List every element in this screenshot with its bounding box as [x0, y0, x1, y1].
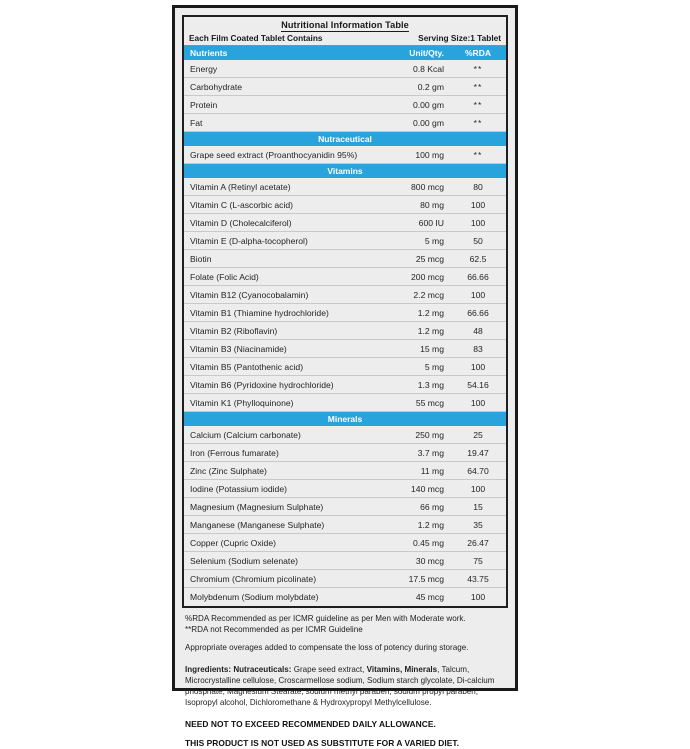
table-row [184, 146, 506, 164]
nutrient-rda: 26.47 [467, 537, 489, 548]
nutrient-name: Iron (Ferrous fumarate) [190, 447, 279, 458]
nutrient-rda: 62.5 [469, 253, 487, 264]
nutrient-rda: 64.70 [467, 465, 489, 476]
nutrient-quantity: 3.7 mg [417, 447, 444, 458]
nutrient-name: Magnesium (Magnesium Sulphate) [190, 501, 324, 512]
table-row [184, 426, 506, 444]
table-row [184, 394, 506, 412]
table-body [184, 60, 506, 606]
nutrient-name: Vitamin C (L-ascorbic acid) [190, 199, 293, 210]
nutrient-quantity: 140 mcg [411, 483, 444, 494]
table-row [184, 286, 506, 304]
nutrient-rda: 48 [473, 325, 483, 336]
nutrient-rda: 100 [470, 397, 486, 408]
nutrient-rda: 25 [473, 429, 483, 440]
column-header-unit-qty: Unit/Qty. [409, 48, 444, 58]
nutrient-name: Vitamin B12 (Cyanocobalamin) [190, 289, 309, 300]
nutraceuticals-label: Nutraceuticals: [233, 664, 292, 674]
table-row [184, 462, 506, 480]
table-row [184, 552, 506, 570]
nutrient-quantity: 1.2 mg [417, 519, 444, 530]
section-band-minerals [184, 412, 506, 426]
nutrient-name: Iodine (Potassium iodide) [190, 483, 287, 494]
serving-size-label: Serving Size:1 Tablet [418, 33, 501, 43]
nutrient-name: Copper (Cupric Oxide) [190, 537, 276, 548]
table-row [184, 232, 506, 250]
table-title [184, 17, 506, 32]
nutrient-name: Carbohydrate [190, 81, 243, 92]
nutrient-rda: 80 [473, 181, 483, 192]
nutrient-quantity: 15 mg [420, 343, 444, 354]
nutrient-name: Vitamin K1 (Phylloquinone) [190, 397, 294, 408]
section-band-label: Minerals [327, 414, 363, 424]
ingredients-rest: , Talcum, Microcrystalline cellulose, Croscarmellose sodium, Sodium starch glycolate, Di-calcium phosphate, Magnesium Stearate, sodium methyl paraben, sodium propyl paraben, Isopropyl alcohol, Dichloromethane & Hydroxypropyl Methylcellulose. [185, 664, 495, 707]
nutrient-name: Vitamin A (Retinyl acetate) [190, 181, 291, 192]
nutrient-rda: ** [473, 81, 483, 92]
nutrient-name: Calcium (Calcium carbonate) [190, 429, 301, 440]
nutrient-name: Vitamin B3 (Niacinamide) [190, 343, 287, 354]
nutrient-name: Manganese (Manganese Sulphate) [190, 519, 325, 530]
column-header-row [184, 46, 506, 60]
nutrient-rda: ** [473, 117, 483, 128]
nutrient-quantity: 5 mg [424, 235, 444, 246]
nutrient-rda: 100 [470, 199, 486, 210]
vitamins-minerals-label: Vitamins, Minerals [366, 664, 438, 674]
nutrient-quantity: 600 IU [418, 217, 444, 228]
nutrient-rda: 43.75 [467, 573, 489, 584]
table-row [184, 114, 506, 132]
table-row [184, 498, 506, 516]
column-header-nutrients: Nutrients [190, 48, 228, 58]
nutrient-quantity: 30 mcg [415, 555, 444, 566]
table-row [184, 570, 506, 588]
rda-note: %RDA Recommended as per ICMR guideline as per Men with Moderate work. [185, 614, 466, 623]
nutrient-rda: 35 [473, 519, 483, 530]
nutrient-rda: 100 [470, 592, 486, 602]
table-row [184, 588, 506, 606]
nutrient-rda: 66.66 [467, 271, 489, 282]
nutrient-name: Vitamin B2 (Riboflavin) [190, 325, 278, 336]
nutrient-name: Biotin [190, 253, 212, 264]
nutrient-rda: 100 [470, 483, 486, 494]
star-note: **RDA not Recommended as per ICMR Guideline [185, 624, 363, 634]
nutrient-rda: 19.47 [467, 447, 489, 458]
nutrient-quantity: 200 mcg [411, 271, 444, 282]
nutrient-quantity: 80 mg [420, 199, 444, 210]
table-subheader [184, 32, 506, 46]
serving-basis-label: Each Film Coated Tablet Contains [189, 33, 323, 43]
nutrient-quantity: 800 mcg [411, 181, 444, 192]
nutrient-name: Vitamin B1 (Thiamine hydrochloride) [190, 307, 329, 318]
warning-block [182, 708, 508, 749]
nutrition-label-panel [172, 5, 518, 749]
nutrient-name: Protein [190, 99, 218, 110]
nutrient-name: Vitamin E (D-alpha-tocopherol) [190, 235, 308, 246]
nutrient-quantity: 0.00 gm [412, 99, 444, 110]
table-row [184, 96, 506, 114]
nutrient-rda: 100 [470, 217, 486, 228]
section-band-vitamins [184, 164, 506, 178]
table-row [184, 196, 506, 214]
nutrient-rda: 100 [470, 289, 486, 300]
table-notes [182, 608, 508, 654]
table-row [184, 322, 506, 340]
nutrient-quantity: 5 mg [424, 361, 444, 372]
table-row [184, 534, 506, 552]
table-row [184, 250, 506, 268]
nutrient-quantity: 66 mg [420, 501, 444, 512]
nutrient-name: Fat [190, 117, 203, 128]
warning-line-1: NEED NOT TO EXCEED RECOMMENDED DAILY ALLOWANCE. [185, 718, 436, 729]
nutrient-rda: ** [473, 63, 483, 74]
nutrient-quantity: 0.8 Kcal [412, 63, 444, 74]
nutrient-name: Folate (Folic Acid) [190, 271, 259, 282]
table-row [184, 358, 506, 376]
nutrient-rda: 50 [473, 235, 483, 246]
nutrient-rda: 100 [470, 361, 486, 372]
nutrient-rda: 75 [473, 555, 483, 566]
nutrient-name: Chromium (Chromium picolinate) [190, 573, 317, 584]
column-header-rda: %RDA [465, 48, 491, 58]
table-row [184, 268, 506, 286]
section-band-label: Vitamins [327, 166, 363, 176]
nutrient-rda: 15 [473, 501, 483, 512]
nutrient-quantity: 1.2 mg [417, 325, 444, 336]
overage-note: Appropriate overages added to compensate the loss of potency during storage. [185, 643, 469, 653]
nutrient-quantity: 0.00 gm [412, 117, 444, 128]
nutrient-quantity: 25 mcg [415, 253, 444, 264]
nutrient-rda: 66.66 [467, 307, 489, 318]
table-row [184, 340, 506, 358]
nutrient-name: Energy [190, 63, 218, 74]
nutrient-name: Zinc (Zinc Sulphate) [190, 465, 267, 476]
nutrient-quantity: 250 mg [415, 429, 444, 440]
table-row [184, 214, 506, 232]
table-row [184, 516, 506, 534]
table-row [184, 376, 506, 394]
nutrient-rda: ** [473, 149, 483, 160]
table-row [184, 444, 506, 462]
warning-line-2: THIS PRODUCT IS NOT USED AS SUBSTITUTE FOR A VARIED DIET. [185, 738, 459, 749]
nutrient-quantity: 2.2 mcg [413, 289, 444, 300]
nutrient-quantity: 1.2 mg [417, 307, 444, 318]
nutrient-rda: 54.16 [467, 379, 489, 390]
table-row [184, 480, 506, 498]
nutrient-quantity: 0.2 gm [417, 81, 444, 92]
nutrient-name: Selenium (Sodium selenate) [190, 555, 298, 566]
nutrient-quantity: 100 mg [415, 149, 444, 160]
section-band-label: Nutraceutical [318, 134, 372, 144]
nutrient-rda: ** [473, 99, 483, 110]
nutrient-quantity: 55 mcg [415, 397, 444, 408]
nutrient-quantity: 0.45 mg [412, 537, 444, 548]
nutrient-name: Vitamin D (Cholecalciferol) [190, 217, 292, 228]
nutrient-name: Molybdenum (Sodium molybdate) [190, 592, 319, 602]
nutrient-name: Vitamin B6 (Pyridoxine hydrochloride) [190, 379, 334, 390]
nutrient-quantity: 1.3 mg [417, 379, 444, 390]
section-band-nutraceutical [184, 132, 506, 146]
table-row [184, 304, 506, 322]
nutrient-name: Grape seed extract (Proanthocyanidin 95%) [190, 149, 358, 160]
ingredients-label: Ingredients: [185, 664, 232, 674]
nutrient-quantity: 11 mg [420, 465, 444, 476]
table-row [184, 178, 506, 196]
table-title-text: Nutritional Information Table [281, 20, 409, 30]
nutraceuticals-value: Grape seed extract, [293, 664, 365, 674]
nutrient-rda: 83 [473, 343, 483, 354]
nutrient-quantity: 17.5 mcg [408, 573, 444, 584]
nutrient-name: Vitamin B5 (Pantothenic acid) [190, 361, 304, 372]
table-row [184, 60, 506, 78]
nutrition-table [182, 15, 508, 608]
nutrient-quantity: 45 mcg [415, 592, 444, 602]
table-row [184, 78, 506, 96]
